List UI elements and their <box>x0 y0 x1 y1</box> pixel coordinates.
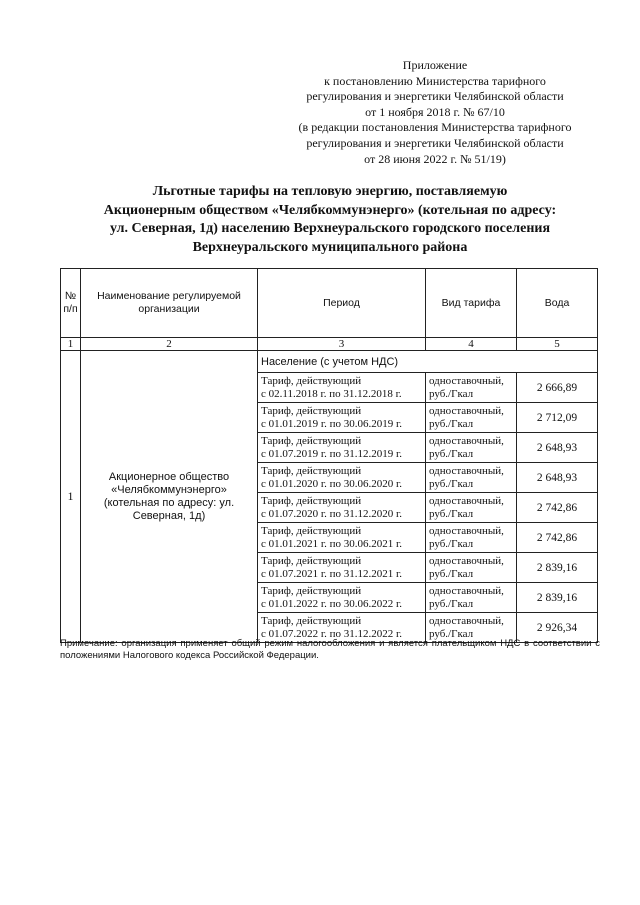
period-cell <box>258 493 426 523</box>
section-label: Население (с учетом НДС) <box>258 351 598 373</box>
period-dates: с 01.07.2022 г. по 31.12.2022 г. <box>261 627 403 640</box>
tariff-kind: одноставочный, <box>429 585 504 597</box>
section-row <box>61 351 598 373</box>
period-label: Тариф, действующий <box>261 495 362 507</box>
period-label: Тариф, действующий <box>261 435 362 447</box>
column-number: 5 <box>517 338 598 351</box>
annex-line: к постановлению Министерства тарифного <box>324 73 546 88</box>
column-number: 4 <box>426 338 517 351</box>
tariff-kind: одноставочный, <box>429 525 504 537</box>
tariff-unit: руб./Гкал <box>429 507 474 520</box>
period-cell <box>258 433 426 463</box>
tariff-kind: одноставочный, <box>429 465 504 477</box>
period-dates: с 01.07.2019 г. по 31.12.2019 г. <box>261 447 403 460</box>
column-number: 1 <box>61 338 81 351</box>
header-water: Вода <box>517 269 598 338</box>
period-dates: с 01.01.2019 г. по 30.06.2019 г. <box>261 417 403 430</box>
period-dates: с 01.01.2021 г. по 30.06.2021 г. <box>261 537 403 550</box>
tariff-kind: одноставочный, <box>429 555 504 567</box>
water-value: 2 648,93 <box>517 433 598 463</box>
title-line: Льготные тарифы на тепловую энергию, поставляемую <box>152 184 508 199</box>
water-value: 2 926,34 <box>517 613 598 643</box>
annex-line: от 1 ноября 2018 г. № 67/10 <box>365 104 505 119</box>
annex-line: регулирования и энергетики Челябинской области <box>306 135 564 150</box>
organization-name: Акционерное общество «Челябкоммунэнерго» (котельная по адресу: ул. Северная, 1д) <box>81 351 258 643</box>
tariff-kind-cell <box>426 433 517 463</box>
table-header-row <box>61 269 598 338</box>
period-label: Тариф, действующий <box>261 525 362 537</box>
document-title <box>60 183 600 257</box>
tariff-kind: одноставочный, <box>429 615 504 627</box>
header-tariff-kind: Вид тарифа <box>426 269 517 338</box>
column-number: 3 <box>258 338 426 351</box>
water-value: 2 839,16 <box>517 583 598 613</box>
period-dates: с 01.07.2020 г. по 31.12.2020 г. <box>261 507 403 520</box>
tariff-table <box>60 268 598 643</box>
period-cell <box>258 553 426 583</box>
period-label: Тариф, действующий <box>261 615 362 627</box>
period-label: Тариф, действующий <box>261 375 362 387</box>
period-cell <box>258 403 426 433</box>
annex-line: Приложение <box>402 58 468 72</box>
column-number-row <box>61 338 598 351</box>
tariff-kind-cell <box>426 403 517 433</box>
water-value: 2 742,86 <box>517 523 598 553</box>
tariff-kind-cell <box>426 373 517 403</box>
header-number: № п/п <box>61 269 81 338</box>
tariff-kind: одноставочный, <box>429 495 504 507</box>
tariff-kind: одноставочный, <box>429 405 504 417</box>
annex-block <box>270 58 600 167</box>
tariff-unit: руб./Гкал <box>429 417 474 430</box>
tariff-kind-cell <box>426 493 517 523</box>
tariff-unit: руб./Гкал <box>429 477 474 490</box>
tariff-kind-cell <box>426 553 517 583</box>
tariff-unit: руб./Гкал <box>429 387 474 400</box>
column-number: 2 <box>81 338 258 351</box>
footnote: Примечание: организация применяет общий режим налогообложения и является плательщиком НДС в соответствии с положениями Налогового кодекса Российской Федерации. <box>60 638 600 661</box>
period-cell <box>258 373 426 403</box>
period-label: Тариф, действующий <box>261 465 362 477</box>
period-dates: с 02.11.2018 г. по 31.12.2018 г. <box>261 387 402 400</box>
tariff-unit: руб./Гкал <box>429 627 474 640</box>
period-label: Тариф, действующий <box>261 555 362 567</box>
tariff-kind-cell <box>426 523 517 553</box>
water-value: 2 742,86 <box>517 493 598 523</box>
tariff-unit: руб./Гкал <box>429 597 474 610</box>
title-line: Верхнеуральского муниципального района <box>192 239 468 255</box>
header-period: Период <box>258 269 426 338</box>
row-number: 1 <box>61 351 81 643</box>
annex-line: от 28 июня 2022 г. № 51/19) <box>364 151 506 166</box>
period-dates: с 01.07.2021 г. по 31.12.2021 г. <box>261 567 403 580</box>
title-line: ул. Северная, 1д) населению Верхнеуральского городского поселения <box>109 221 551 237</box>
period-label: Тариф, действующий <box>261 585 362 597</box>
period-dates: с 01.01.2022 г. по 30.06.2022 г. <box>261 597 403 610</box>
water-value: 2 648,93 <box>517 463 598 493</box>
annex-line: (в редакции постановления Министерства тарифного <box>298 120 572 135</box>
period-cell <box>258 583 426 613</box>
tariff-kind-cell <box>426 583 517 613</box>
water-value: 2 839,16 <box>517 553 598 583</box>
tariff-unit: руб./Гкал <box>429 447 474 460</box>
title-line: Акционерным обществом «Челябкоммунэнерго» (котельная по адресу: <box>103 202 557 218</box>
period-label: Тариф, действующий <box>261 405 362 417</box>
tariff-unit: руб./Гкал <box>429 537 474 550</box>
tariff-kind: одноставочный, <box>429 435 504 447</box>
header-organization: Наименование регулируемой организации <box>81 269 258 338</box>
period-dates: с 01.01.2020 г. по 30.06.2020 г. <box>261 477 403 490</box>
period-cell <box>258 463 426 493</box>
tariff-unit: руб./Гкал <box>429 567 474 580</box>
tariff-kind-cell <box>426 463 517 493</box>
tariff-kind: одноставочный, <box>429 375 504 387</box>
water-value: 2 666,89 <box>517 373 598 403</box>
annex-line: регулирования и энергетики Челябинской области <box>306 89 564 104</box>
period-cell <box>258 523 426 553</box>
water-value: 2 712,09 <box>517 403 598 433</box>
